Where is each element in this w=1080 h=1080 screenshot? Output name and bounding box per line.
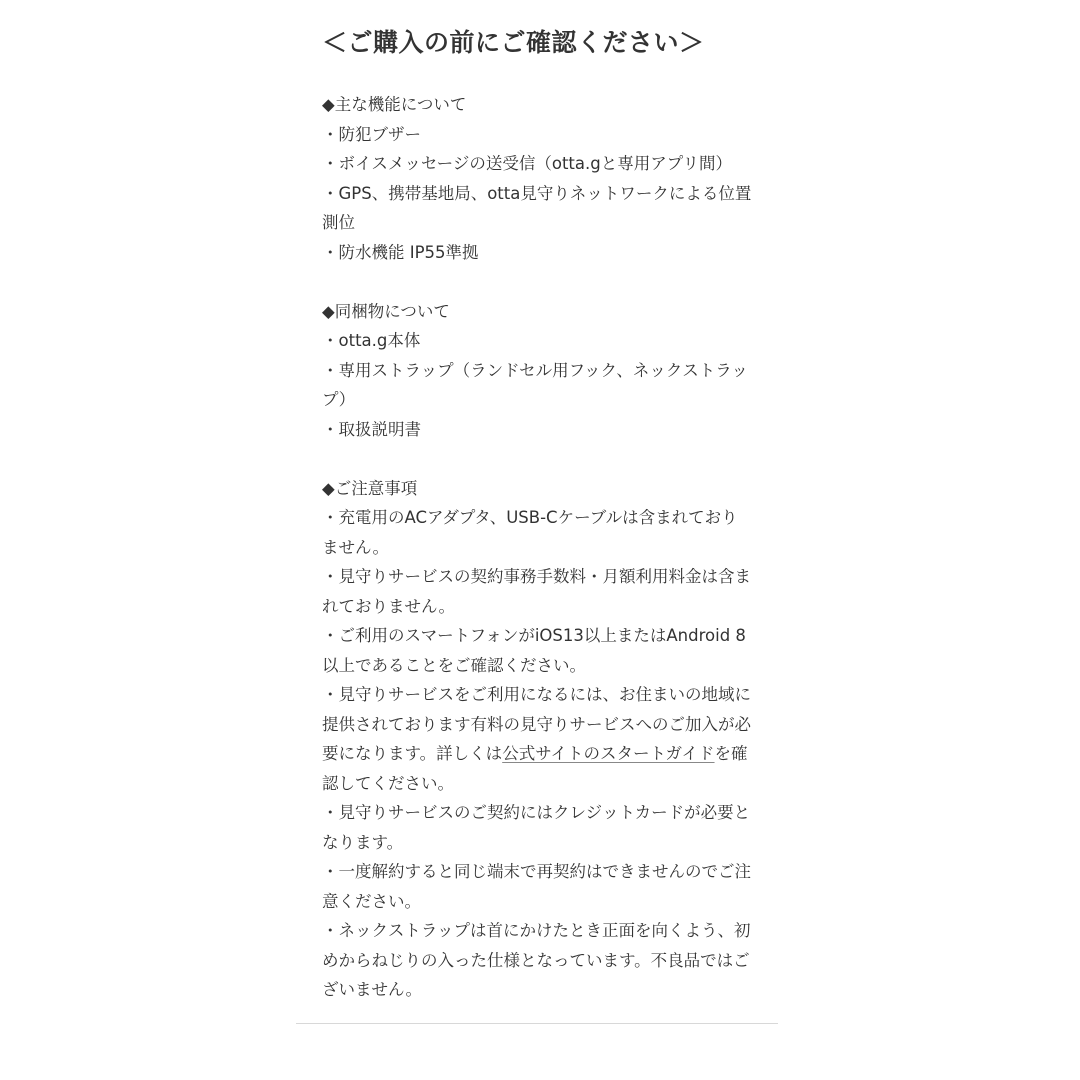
list-item: ・ボイスメッセージの送受信（otta.gと専用アプリ間）	[322, 154, 733, 173]
list-item: ・取扱説明書	[322, 419, 421, 439]
list-item: ・見守りサービスの契約事務手数料・月額利用料金は含まれておりません。	[322, 567, 751, 616]
section-package-contents	[322, 297, 752, 445]
list-item: ・ネックストラップは首にかけたとき正面を向くよう、初めからねじりの入った仕様となっています。不良品ではございません。	[322, 921, 751, 999]
list-item-text: を確認してください。	[322, 744, 748, 793]
list-item-with-link	[322, 680, 752, 798]
list-item: ・専用ストラップ（ランドセル用フック、ネックストラップ）	[322, 360, 748, 409]
list-item: ・見守りサービスのご契約にはクレジットカードが必要となります。	[322, 803, 751, 852]
list-item: ・GPS、携帯基地局、otta見守りネットワークによる位置測位	[322, 183, 752, 232]
bottom-divider	[296, 1023, 778, 1024]
list-item-text: ・見守りサービスをご利用になるには、お住まいの地域に提供されております有料の見守りサービスへのご加入が必要になります。詳しくは	[322, 685, 751, 763]
list-item: ・充電用のACアダプタ、USB-Cケーブルは含まれておりません。	[322, 508, 738, 557]
list-item: ・一度解約すると同じ端末で再契約はできませんのでご注意ください。	[322, 862, 751, 911]
page-title: ＜ご購入の前にご確認ください＞	[322, 28, 705, 57]
start-guide-link[interactable]: 公式サイトのスタートガイド	[502, 744, 715, 763]
list-item: ・防犯ブザー	[322, 124, 421, 144]
list-item: ・otta.g本体	[322, 331, 421, 350]
list-item: ・防水機能 IP55準拠	[322, 242, 479, 262]
purchase-notice	[322, 24, 752, 1005]
section-precautions	[322, 474, 752, 1005]
section-main-features	[322, 90, 752, 267]
section-heading: ◆ご注意事項	[322, 478, 418, 498]
section-heading: ◆同梱物について	[322, 301, 450, 321]
list-item: ・ご利用のスマートフォンがiOS13以上またはAndroid 8以上であることをご確認ください。	[322, 626, 746, 675]
section-heading: ◆主な機能について	[322, 95, 467, 114]
